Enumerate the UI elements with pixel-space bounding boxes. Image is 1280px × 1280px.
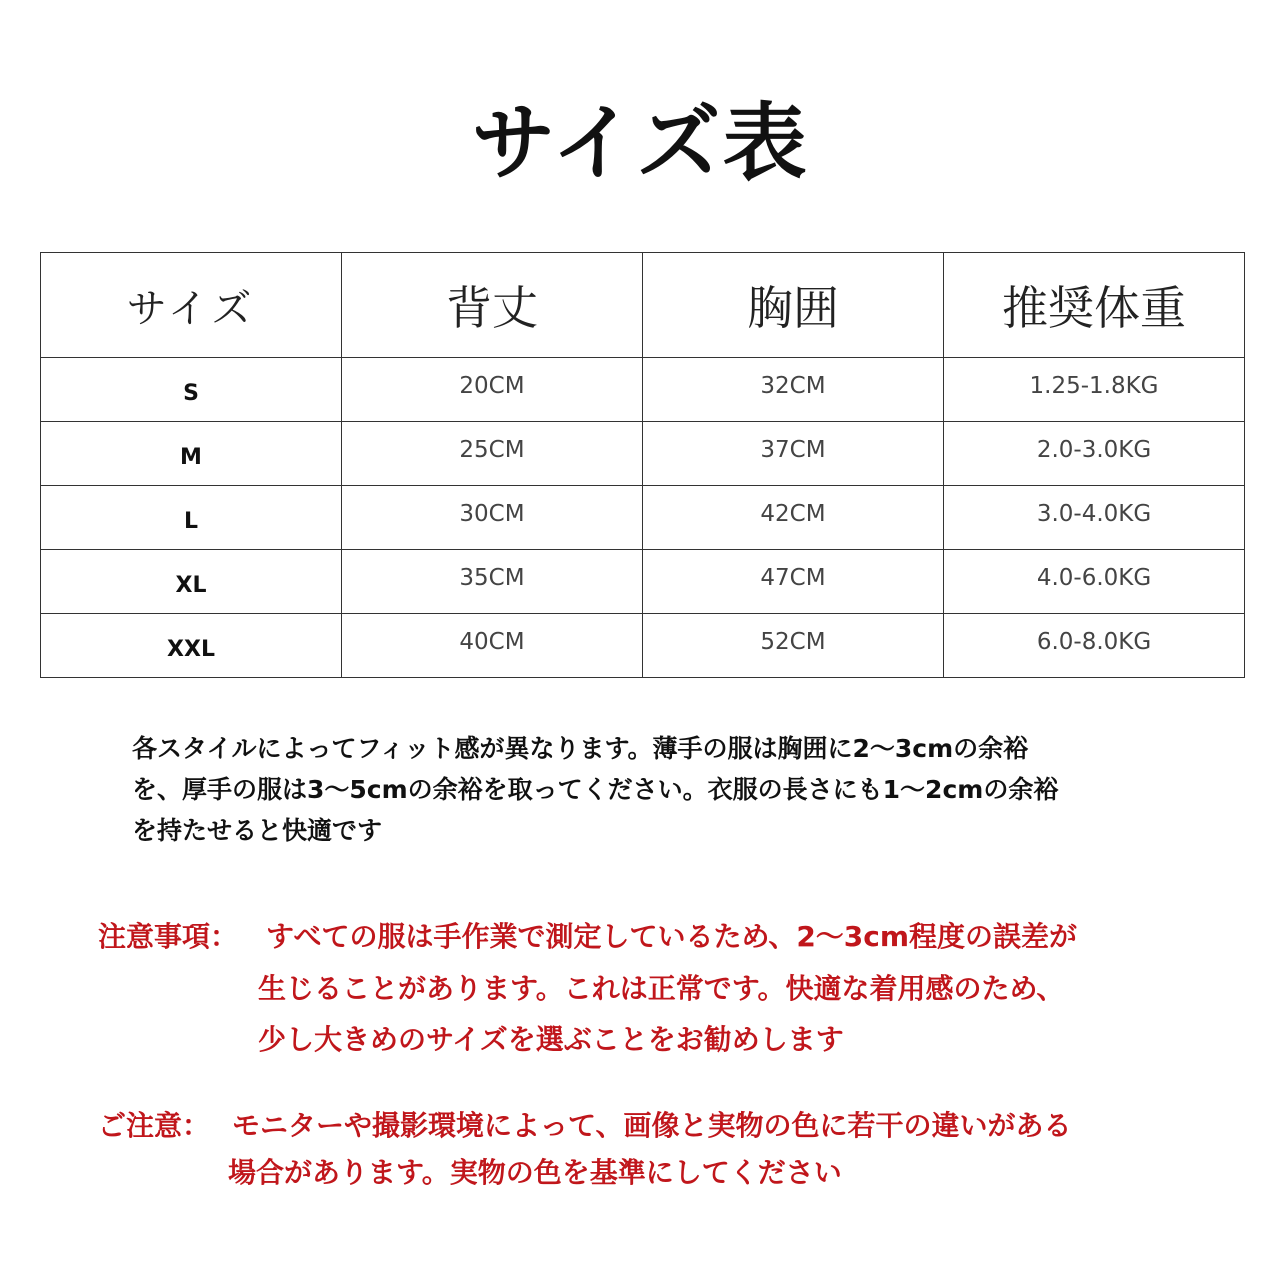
measurement-caution-line: 生じることがあります。これは正常です。快適な着用感のため、 xyxy=(258,972,1065,1005)
table-row xyxy=(41,550,1245,614)
chest-cell: 52CM xyxy=(643,614,944,678)
fit-note-line: を持たせると快適です xyxy=(132,816,383,845)
color-caution xyxy=(98,1103,1198,1203)
back-length-cell: 35CM xyxy=(342,550,643,614)
header-chest: 胸囲 xyxy=(643,253,944,358)
back-length-cell: 40CM xyxy=(342,614,643,678)
header-back-length: 背丈 xyxy=(342,253,643,358)
chest-cell: 42CM xyxy=(643,486,944,550)
size-cell: XL xyxy=(41,550,342,614)
fit-note-line: 各スタイルによってフィット感が異なります。薄手の服は胸囲に2〜3cmの余裕 xyxy=(132,734,1029,763)
back-length-cell: 20CM xyxy=(342,358,643,422)
measurement-caution xyxy=(98,914,1198,1064)
measurement-caution-line: 少し大きめのサイズを選ぶことをお勧めします xyxy=(258,1023,844,1056)
table-row xyxy=(41,486,1245,550)
table-row xyxy=(41,358,1245,422)
measurement-caution-line: すべての服は手作業で測定しているため、2〜3cm程度の誤差が xyxy=(266,920,1078,953)
chest-cell: 37CM xyxy=(643,422,944,486)
header-size: サイズ xyxy=(41,253,342,358)
size-cell: XXL xyxy=(41,614,342,678)
back-length-cell: 30CM xyxy=(342,486,643,550)
chest-cell: 47CM xyxy=(643,550,944,614)
size-cell: S xyxy=(41,358,342,422)
size-table xyxy=(40,252,1245,678)
weight-cell: 2.0-3.0KG xyxy=(944,422,1245,486)
color-caution-line: 場合があります。実物の色を基準にしてください xyxy=(228,1156,842,1189)
table-row xyxy=(41,422,1245,486)
page-title: サイズ表 xyxy=(471,94,809,192)
color-caution-label: ご注意： xyxy=(98,1109,211,1142)
weight-cell: 6.0-8.0KG xyxy=(944,614,1245,678)
color-caution-line: モニターや撮影環境によって、画像と実物の色に若干の違いがある xyxy=(232,1109,1072,1142)
measurement-caution-label: 注意事項： xyxy=(98,920,239,953)
size-cell: L xyxy=(41,486,342,550)
header-recommended-weight: 推奨体重 xyxy=(944,253,1245,358)
weight-cell: 1.25-1.8KG xyxy=(944,358,1245,422)
table-header-row xyxy=(41,253,1245,358)
weight-cell: 3.0-4.0KG xyxy=(944,486,1245,550)
weight-cell: 4.0-6.0KG xyxy=(944,550,1245,614)
fit-note-line: を、厚手の服は3〜5cmの余裕を取ってください。衣服の長さにも1〜2cmの余裕 xyxy=(132,775,1059,804)
table-row xyxy=(41,614,1245,678)
size-cell: M xyxy=(41,422,342,486)
chest-cell: 32CM xyxy=(643,358,944,422)
fit-note xyxy=(132,728,1172,851)
back-length-cell: 25CM xyxy=(342,422,643,486)
